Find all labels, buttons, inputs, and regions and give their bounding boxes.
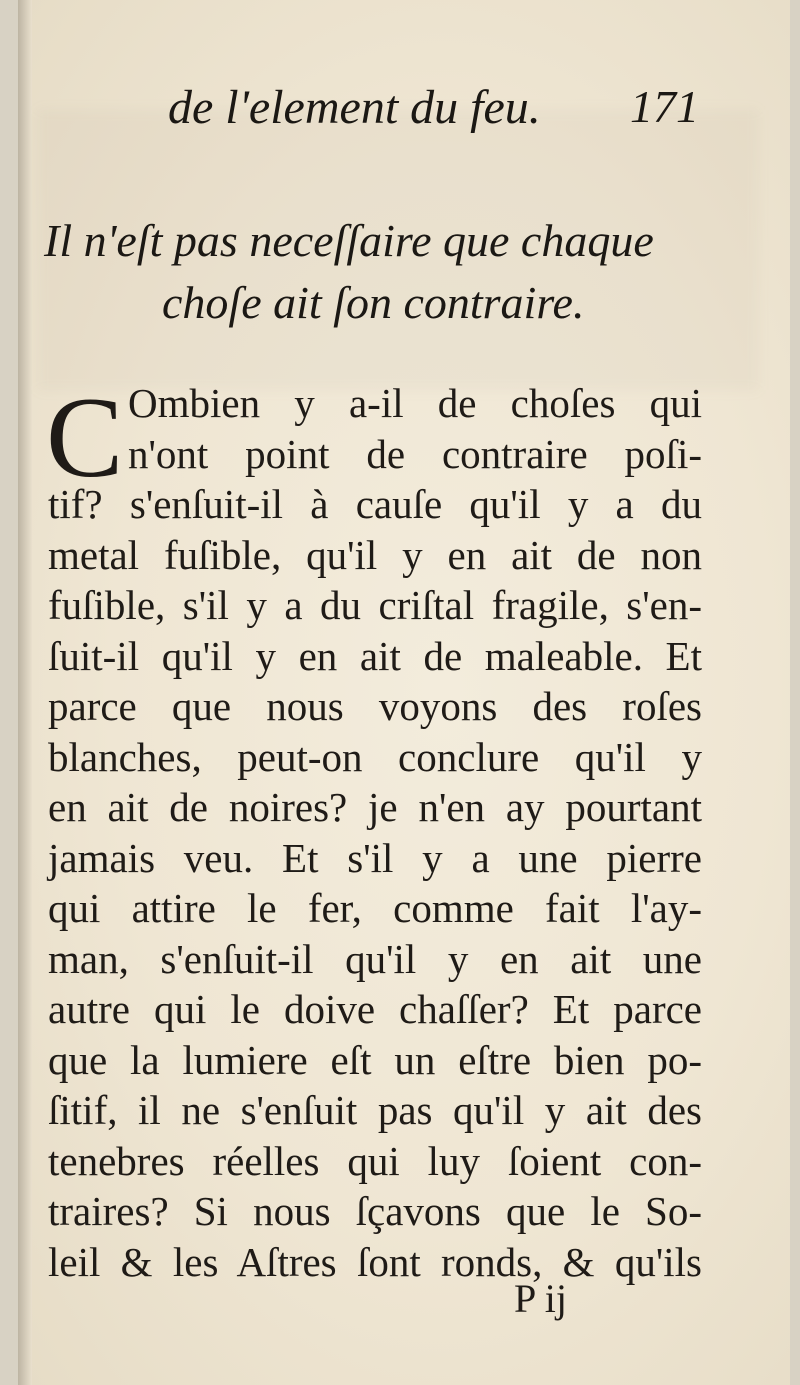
- book-page: [18, 0, 790, 1385]
- text-line: blanches, peut-on conclure qu'il y: [48, 733, 702, 780]
- section-heading: [44, 210, 744, 334]
- text-line: n'ont point de contraire poſi-: [128, 430, 702, 477]
- text-line: qui attire le fer, comme fait l'ay-: [48, 885, 702, 931]
- text-line: ſuit-il qu'il y en ait de maleable. Et: [48, 632, 702, 679]
- running-title: de l'element du feu.: [168, 81, 541, 134]
- body-text: [46, 374, 702, 1287]
- text-line: leil & les Aſtres ſont ronds, & qu'ils: [48, 1238, 702, 1285]
- text-line: ſitif, il ne s'enſuit pas qu'il y ait des: [48, 1087, 702, 1133]
- text-line: tenebres réelles qui luy ſoient con-: [48, 1137, 702, 1184]
- drop-cap: C: [46, 374, 124, 502]
- text-line: tif? s'enſuit-il à cauſe qu'il y a du: [48, 481, 702, 527]
- page-gutter: [18, 0, 32, 1385]
- heading-line: choſe ait ſon contraire.: [162, 277, 585, 328]
- catchword: P ij: [514, 1276, 567, 1321]
- text-line: en ait de noires? je n'en ay pourtant: [48, 784, 702, 830]
- heading-line: Il n'eſt pas neceſſaire que chaque: [44, 215, 654, 266]
- text-line: parce que nous voyons des roſes: [48, 683, 702, 729]
- text-line: Ombien y a-il de choſes qui: [128, 380, 702, 426]
- text-line: que la lumiere eſt un eſtre bien po-: [48, 1036, 702, 1083]
- text-line: man, s'enſuit-il qu'il y en ait une: [48, 935, 702, 982]
- page-header: [18, 80, 790, 140]
- text-line: traires? Si nous ſçavons que le So-: [48, 1188, 702, 1234]
- text-line: jamais veu. Et s'il y a une pierre: [48, 834, 702, 881]
- text-line: metal fuſible, qu'il y en ait de non: [48, 531, 702, 578]
- text-line: autre qui le doive chaſſer? Et parce: [48, 986, 702, 1032]
- page-number: 171: [630, 81, 699, 132]
- text-line: fuſible, s'il y a du criſtal fragile, s'en-: [48, 582, 702, 628]
